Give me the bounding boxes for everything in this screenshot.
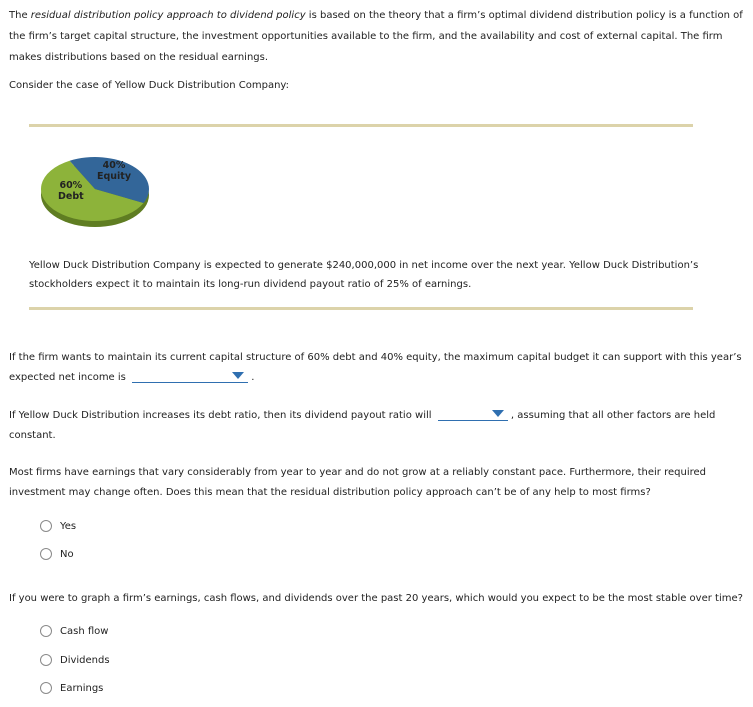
debt-percent: 60% (59, 180, 83, 191)
company-description: Yellow Duck Distribution Company is expected to generate $240,000,000 in net income over the next year. Yellow Duck Distribution’s stockholders expect it to maintain its long-run dividend payout ratio of 25% of earnings. (29, 260, 699, 290)
q2-text: If Yellow Duck Distribution increases its debt ratio, then its dividend payout ratio will (9, 410, 432, 421)
question-payout-ratio (9, 406, 744, 446)
top-divider (29, 124, 693, 127)
radio-button[interactable] (40, 654, 52, 666)
intro-text-start: The (9, 10, 31, 21)
radio-option-earnings[interactable] (40, 682, 103, 694)
question-most-stable: If you were to graph a firm’s earnings, cash flows, and dividends over the past 20 years, which would you expect to be the most stable over time? (9, 593, 743, 604)
q1-end: . (251, 372, 255, 383)
option-label: No (60, 548, 74, 560)
chevron-down-icon (492, 410, 504, 417)
payout-ratio-dropdown[interactable] (438, 407, 508, 421)
option-label: Earnings (60, 682, 104, 694)
intro-paragraph (9, 5, 745, 68)
radio-option-no[interactable] (40, 548, 74, 560)
equity-name: Equity (97, 171, 132, 182)
option-label: Dividends (60, 654, 110, 666)
consider-text: Consider the case of Yellow Duck Distribution Company: (9, 80, 289, 91)
radio-option-dividends[interactable] (40, 654, 110, 666)
q1-text: If the firm wants to maintain its current capital structure of 60% debt and 40% equity, the maximum capital budget it can support with this year’s expected net income is (9, 352, 742, 383)
capital-budget-dropdown[interactable] (132, 369, 248, 383)
debt-label (58, 180, 84, 202)
radio-button[interactable] (40, 548, 52, 560)
intro-text-end: is based on the theory that a firm’s optimal dividend distribution policy is a function of the firm’s target capital structure, the investment opportunities available to the firm, and the availability and cost of external capital. The firm makes distributions based on the residual earnings. (9, 10, 743, 63)
pie-svg (38, 145, 156, 233)
debt-name: Debt (58, 191, 84, 202)
capital-structure-pie-chart (38, 145, 156, 233)
radio-option-yes[interactable] (40, 520, 76, 532)
option-label: Yes (60, 520, 77, 532)
equity-percent: 40% (102, 160, 126, 171)
radio-option-cash-flow[interactable] (40, 625, 108, 637)
question-residual-help: Most firms have earnings that vary considerably from year to year and do not grow at a reliably constant pace. Furthermore, their required investment may change often. Does this mean that the residual distribution policy approach can’t be of any help to most firms? (9, 467, 706, 498)
radio-button[interactable] (40, 625, 52, 637)
equity-label (97, 160, 131, 182)
option-label: Cash flow (60, 625, 109, 637)
bottom-divider (29, 307, 693, 310)
chevron-down-icon (232, 372, 244, 379)
q2-end: , assuming that all other factors are held constant. (9, 410, 716, 441)
intro-italic-term: residual distribution policy approach to dividend policy (30, 10, 306, 21)
question-capital-budget (9, 348, 744, 388)
radio-button[interactable] (40, 520, 52, 532)
radio-button[interactable] (40, 682, 52, 694)
